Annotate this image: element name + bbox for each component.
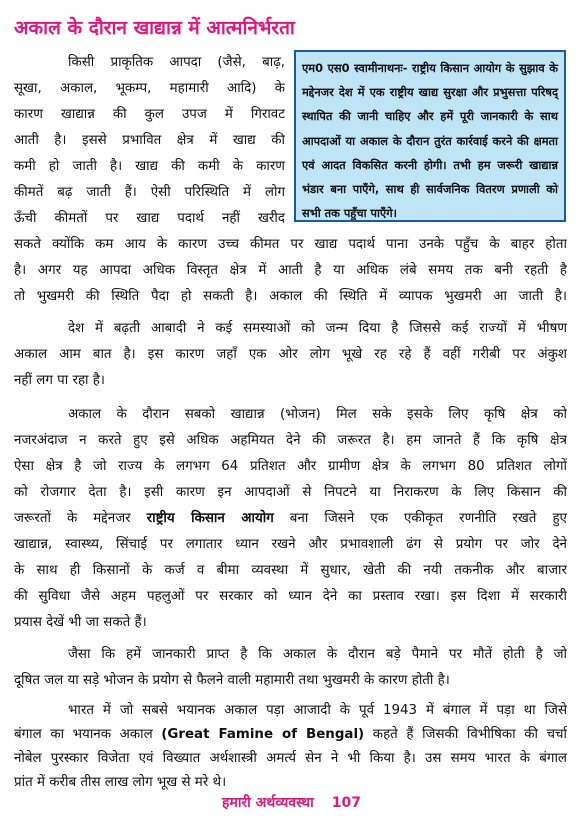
text-line: को रोजगार देता है। इसी कारण इन आपदाओं से निपटने या निराकरण के लिए किसान की — [14, 485, 567, 500]
highlight-term: राष्ट्रीय किसान आयोग — [146, 511, 274, 526]
text-line: तो भुखमरी की स्थिति पैदा हो सकती है। अकाल की स्थिति में व्यापक भुखमरी आ जाती है। — [14, 289, 567, 304]
text-line: कीमतें बढ़ जाती हैं। ऐसी परिस्थिति में लोग — [14, 185, 285, 200]
text-line: नोबेल पुरस्कार विजेता एवं विख्यात अर्थशास्त्री अमर्त्य सेन ने भी किया है। उस समय भारत के बंगाल — [14, 751, 567, 766]
text-line: नहीं लग पा रहा है। — [14, 373, 105, 388]
page-title: अकाल के दौरान खाद्यान्न में आत्मनिर्भरता — [14, 17, 295, 39]
text-line: देश में बढ़ती आबादी ने कई समस्याओं को जन्म दिया है जिससे कई राज्यों में भीषण — [68, 321, 567, 336]
text-line: प्रांत में करीब तीस लाख लोग भूख से मरे थे। — [14, 775, 227, 790]
text-line: अकाल आम बात है। इस कारण जहाँ एक ओर लोग भूखे रह रहे हैं वहीं गरीबी पर अंकुश — [14, 347, 567, 362]
text-line — [14, 722, 567, 748]
page-footer — [0, 793, 583, 812]
text-line: सूखा, अकाल, भूकम्प, महामारी आदि) के — [14, 81, 285, 96]
text-run: जरूरतों के मद्देनजर — [14, 511, 131, 526]
text-line: कारण खाद्यान्न की कुल उपज में गिरावट — [14, 107, 285, 122]
text-line: के साथ ही किसानों के कर्ज व बीमा व्यवस्था में सुधार, खेती की नयी तकनीक और बाजार — [14, 563, 567, 578]
book-title: हमारी अर्थव्यवस्था — [222, 795, 314, 811]
text-line: खाद्यान्न, स्वास्थ्य, सिंचाई पर लगातार ध्यान रखने और प्रभावशाली ढंग से प्रयोग पर जोर देने — [14, 537, 567, 552]
text-line: की सुविधा जैसे अहम पहलुओं पर सरकार को ध्यान देने का प्रस्ताव रखा। इस दिशा में सरकारी — [14, 589, 567, 604]
text-line: अकाल के दौरान सबको खाद्यान्न (भोजन) मिल सके इसके लिए कृषि क्षेत्र को — [68, 407, 567, 422]
text-line: भारत में जो सबसे भयानक अकाल पड़ा आजादी के पूर्व 1943 में बंगाल में पड़ा था जिसे — [68, 703, 567, 718]
text-run: बंगाल का भयानक अकाल — [14, 727, 153, 742]
text-line: किसी प्राकृतिक आपदा (जैसे, बाढ़, — [68, 55, 285, 70]
text-line: कमी हो जाती है। खाद्य की कमी के कारण — [14, 159, 285, 174]
page-number: 107 — [331, 795, 361, 811]
text-line: प्रयास देखें भी जा सकते हैं। — [14, 615, 147, 630]
text-line: सकते क्योंकि कम आय के कारण उच्च कीमत पर खाद्य पदार्थ पाना उनके पहुँच के बाहर होता — [14, 237, 567, 252]
text-run: कहते हैं जिसकी विभीषिका की चर्चा — [372, 727, 567, 742]
text-line: दूषित जल या सड़े भोजन के प्रयोग से फैलने वाली महामारी तथा भुखमरी के कारण होती है। — [14, 673, 450, 688]
info-box: एम0 एस0 स्वामीनाथनः- राष्ट्रीय किसान आयोग के सुझाव के मद्देनजर देश में एक राष्ट्रीय खाद्य सुरक्षा और प्रभुसत्ता परिषद् स्थापित की जानी चाहिए और हमें पूरी जानकारी के साथ आपदाओं या अकाल के दौरान तुरंत कार्रवाई करने की क्षमता एवं आदत विकसित करनी होगी। तभी हम जरूरी खाद्यान्न भंडार बना पाएँगे, साथ ही सार्वजनिक वितरण प्रणाली को सभी तक पहुँचा पाएँगे। — [294, 50, 566, 222]
text-line: नजरअंदाज न करते हुए इसे अधिक अहमियत देने की जरूरत है। हम जानते हैं कि कृषि क्षेत्र — [14, 433, 567, 448]
text-line: आती है। इससे प्रभावित क्षेत्र में खाद्य की — [14, 133, 285, 148]
text-line: ऊँची कीमतों पर खाद्य पदार्थ नहीं खरीद — [14, 211, 285, 226]
text-line: ऐसा क्षेत्र है जो राज्य के लगभग 64 प्रतिशत और ग्रामीण क्षेत्र के लगभग 80 प्रतिशत लोगों — [14, 459, 567, 474]
text-line: जैसा कि हमें जानकारी प्राप्त है कि अकाल के दौरान बड़े पैमाने पर मौतें होती है जो — [68, 647, 567, 662]
highlight-term: (Great Famine of Bengal) — [161, 727, 365, 742]
text-line — [14, 506, 567, 532]
text-line: है। अगर यह आपदा अधिक विस्तृत क्षेत्र में आती है या अधिक लंबे समय तक बनी रहती है — [14, 263, 567, 278]
text-run: बना जिसने एक एकीकृत रणनीति रखते हुए — [289, 511, 567, 526]
